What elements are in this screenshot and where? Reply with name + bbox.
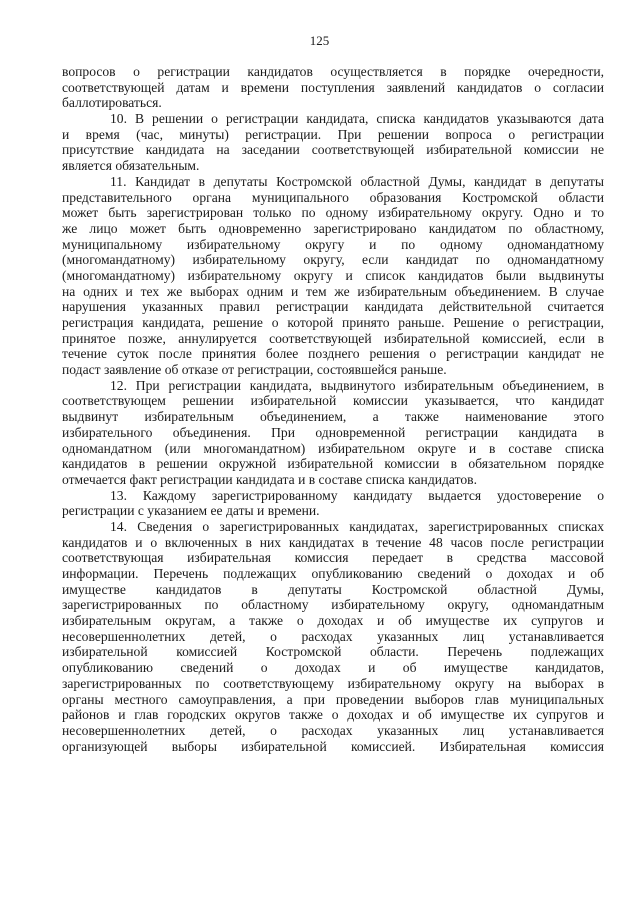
text-line: 10. В решении о регистрации кандидата, списка кандидатов указываются дата xyxy=(110,111,604,127)
text-line: присутствие кандидата на заседании соответствующей избирательной комиссии не xyxy=(62,142,604,158)
text-line: баллотироваться. xyxy=(62,95,162,111)
text-line: нарушения указанных правил регистрации кандидата действительной считается xyxy=(62,299,604,315)
text-line: 14. Сведения о зарегистрированных кандидатах, зарегистрированных списках xyxy=(110,518,604,534)
page-number: 125 xyxy=(309,33,330,48)
text-line: несовершеннолетних детей, о расходах указанных лиц устанавливается xyxy=(62,722,604,738)
text-line: подаст заявление об отказе от регистрации, состоявшейся раньше. xyxy=(62,362,447,378)
text-line: избирательным округам, а также о доходах и об имуществе их супругов и xyxy=(62,613,604,629)
text-line: и время (час, минуты) регистрации. При решении вопроса о регистрации xyxy=(62,126,604,142)
text-line: 13. Каждому зарегистрированному кандидату выдается удостоверение о xyxy=(110,487,604,503)
text-line: избирательного объединения. При одновременной регистрации кандидата в xyxy=(62,424,604,440)
text-line: избирательной комиссией Костромской области. Перечень подлежащих xyxy=(62,644,604,660)
text-line: кандидатов и о включенных в них кандидатах в течение 48 часов после регистрации xyxy=(62,534,604,550)
text-line: имуществе кандидатов в депутаты Костромской областной Думы, xyxy=(62,581,604,597)
text-line: 11. Кандидат в депутаты Костромской областной Думы, кандидат в депутаты xyxy=(110,173,604,189)
document-body xyxy=(62,64,604,754)
text-line: зарегистрированных по соответствующему избирательному округу на выборах в xyxy=(62,675,604,691)
text-line: соответствующем решении избирательной комиссии указывается, что кандидат xyxy=(62,393,604,409)
text-line: на одних и тех же выборах одним и тем же избирательным объединением. В случае xyxy=(62,283,604,299)
text-line: соответствующей датам и времени поступления заявлений кандидатов о согласии xyxy=(62,79,604,95)
text-line: течение суток после принятия более позднего решения о регистрации кандидат не xyxy=(62,346,604,362)
text-line: соответствующая избирательная комиссия передает в средства массовой xyxy=(62,550,604,566)
text-line: муниципальному избирательному округу и по одному одномандатному xyxy=(62,236,604,252)
text-line: информации. Перечень подлежащих опубликованию сведений о доходах и об xyxy=(62,566,604,581)
text-line: вопросов о регистрации кандидатов осуществляется в порядке очередности, xyxy=(62,64,604,79)
text-line: выдвинут избирательным объединением, а также наименование этого xyxy=(62,409,604,425)
text-line: зарегистрированных по областному избирательному округу, одномандатным xyxy=(62,597,604,613)
text-line: кандидатов в решении окружной избирательной комиссии в обязательном порядке xyxy=(62,456,604,472)
text-line: представительного органа муниципального образования Костромской области xyxy=(62,189,604,205)
text-line: одномандатном (или многомандатном) избирательном округе и в составе списка xyxy=(62,440,604,456)
text-line: несовершеннолетних детей, о расходах указанных лиц устанавливается xyxy=(62,628,604,644)
text-line: опубликованию сведений о доходах и об имуществе кандидатов, xyxy=(62,660,604,676)
text-line: регистрации с указанием ее даты и времени. xyxy=(62,503,320,519)
text-line: 12. При регистрации кандидата, выдвинутого избирательным объединением, в xyxy=(110,377,604,393)
text-line: является обязательным. xyxy=(62,158,200,174)
text-line: организующей выборы избирательной комиссией. Избирательная комиссия xyxy=(62,738,604,754)
text-line: же лицо может быть одновременно зарегистрировано кандидатом по областному, xyxy=(62,220,604,236)
text-line: (многомандатному) избирательному округу, если кандидат по одномандатному xyxy=(62,252,604,268)
text-line: регистрация кандидата, решение о которой принято раньше. Решение о регистрации, xyxy=(62,315,604,330)
text-line: отмечается факт регистрации кандидата и в составе списка кандидатов. xyxy=(62,471,477,487)
text-line: (многомандатному) избирательному округу и список кандидатов были выдвинуты xyxy=(62,267,604,283)
text-line: органы местного самоуправления, а при проведении выборов глав муниципальных xyxy=(62,691,604,707)
text-line: районов и глав городских округов также о доходах и об имуществе их супругов и xyxy=(62,707,604,723)
text-line: может быть зарегистрирован только по одному избирательному округу. Одно и то xyxy=(62,205,604,221)
text-line: принятое позже, аннулируется соответствующей избирательной комиссией, если в xyxy=(62,330,604,346)
